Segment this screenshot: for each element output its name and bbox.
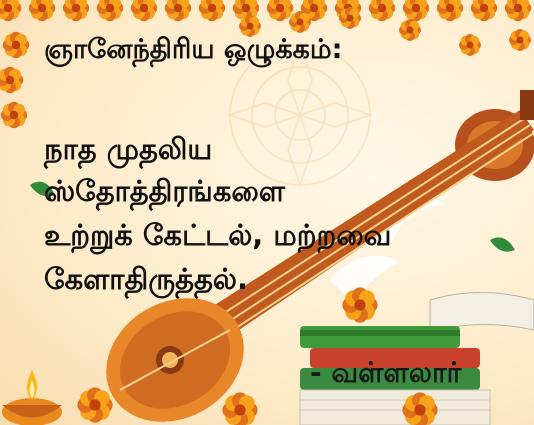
- marigold-flower-icon: [459, 34, 481, 56]
- marigold-flower-icon: [267, 0, 293, 21]
- marigold-flower-icon: [339, 7, 361, 29]
- marigold-flower-icon: [437, 0, 463, 21]
- quote-author: - வள்ளலார்: [310, 356, 462, 389]
- marigold-flower-icon: [199, 0, 225, 21]
- marigold-flower-icon: [3, 32, 29, 58]
- quote-line-4: கேளாதிருத்தல்.: [44, 262, 248, 296]
- quote-line-2: ஸ்தோத்திரங்களை: [44, 174, 285, 208]
- marigold-flower-icon: [77, 387, 112, 422]
- marigold-flower-icon: [0, 0, 21, 21]
- marigold-flower-icon: [471, 0, 497, 21]
- marigold-flower-icon: [222, 392, 257, 425]
- diya-icon: [2, 370, 62, 425]
- marigold-flower-icon: [0, 67, 23, 93]
- marigold-flower-icon: [29, 0, 55, 21]
- quote-line-3: உற்றுக் கேட்டல், மற்றவை: [44, 218, 392, 252]
- marigold-flower-icon: [1, 102, 27, 128]
- marigold-flower-icon: [342, 287, 377, 322]
- marigold-flower-icon: [165, 0, 191, 21]
- marigold-flower-icon: [509, 29, 531, 51]
- marigold-flower-icon: [289, 11, 311, 33]
- marigold-flower-icon: [97, 0, 123, 21]
- quote-line-1: நாத முதலிய: [44, 132, 213, 166]
- marigold-flower-icon: [63, 0, 89, 21]
- marigold-flower-icon: [131, 0, 157, 21]
- marigold-flower-icon: [399, 19, 421, 41]
- marigold-flower-icon: [505, 0, 531, 21]
- quote-title: ஞானேந்திரிய ஒழுக்கம்:: [44, 34, 343, 65]
- marigold-flower-icon: [369, 0, 395, 21]
- marigold-flower-icon: [403, 0, 429, 21]
